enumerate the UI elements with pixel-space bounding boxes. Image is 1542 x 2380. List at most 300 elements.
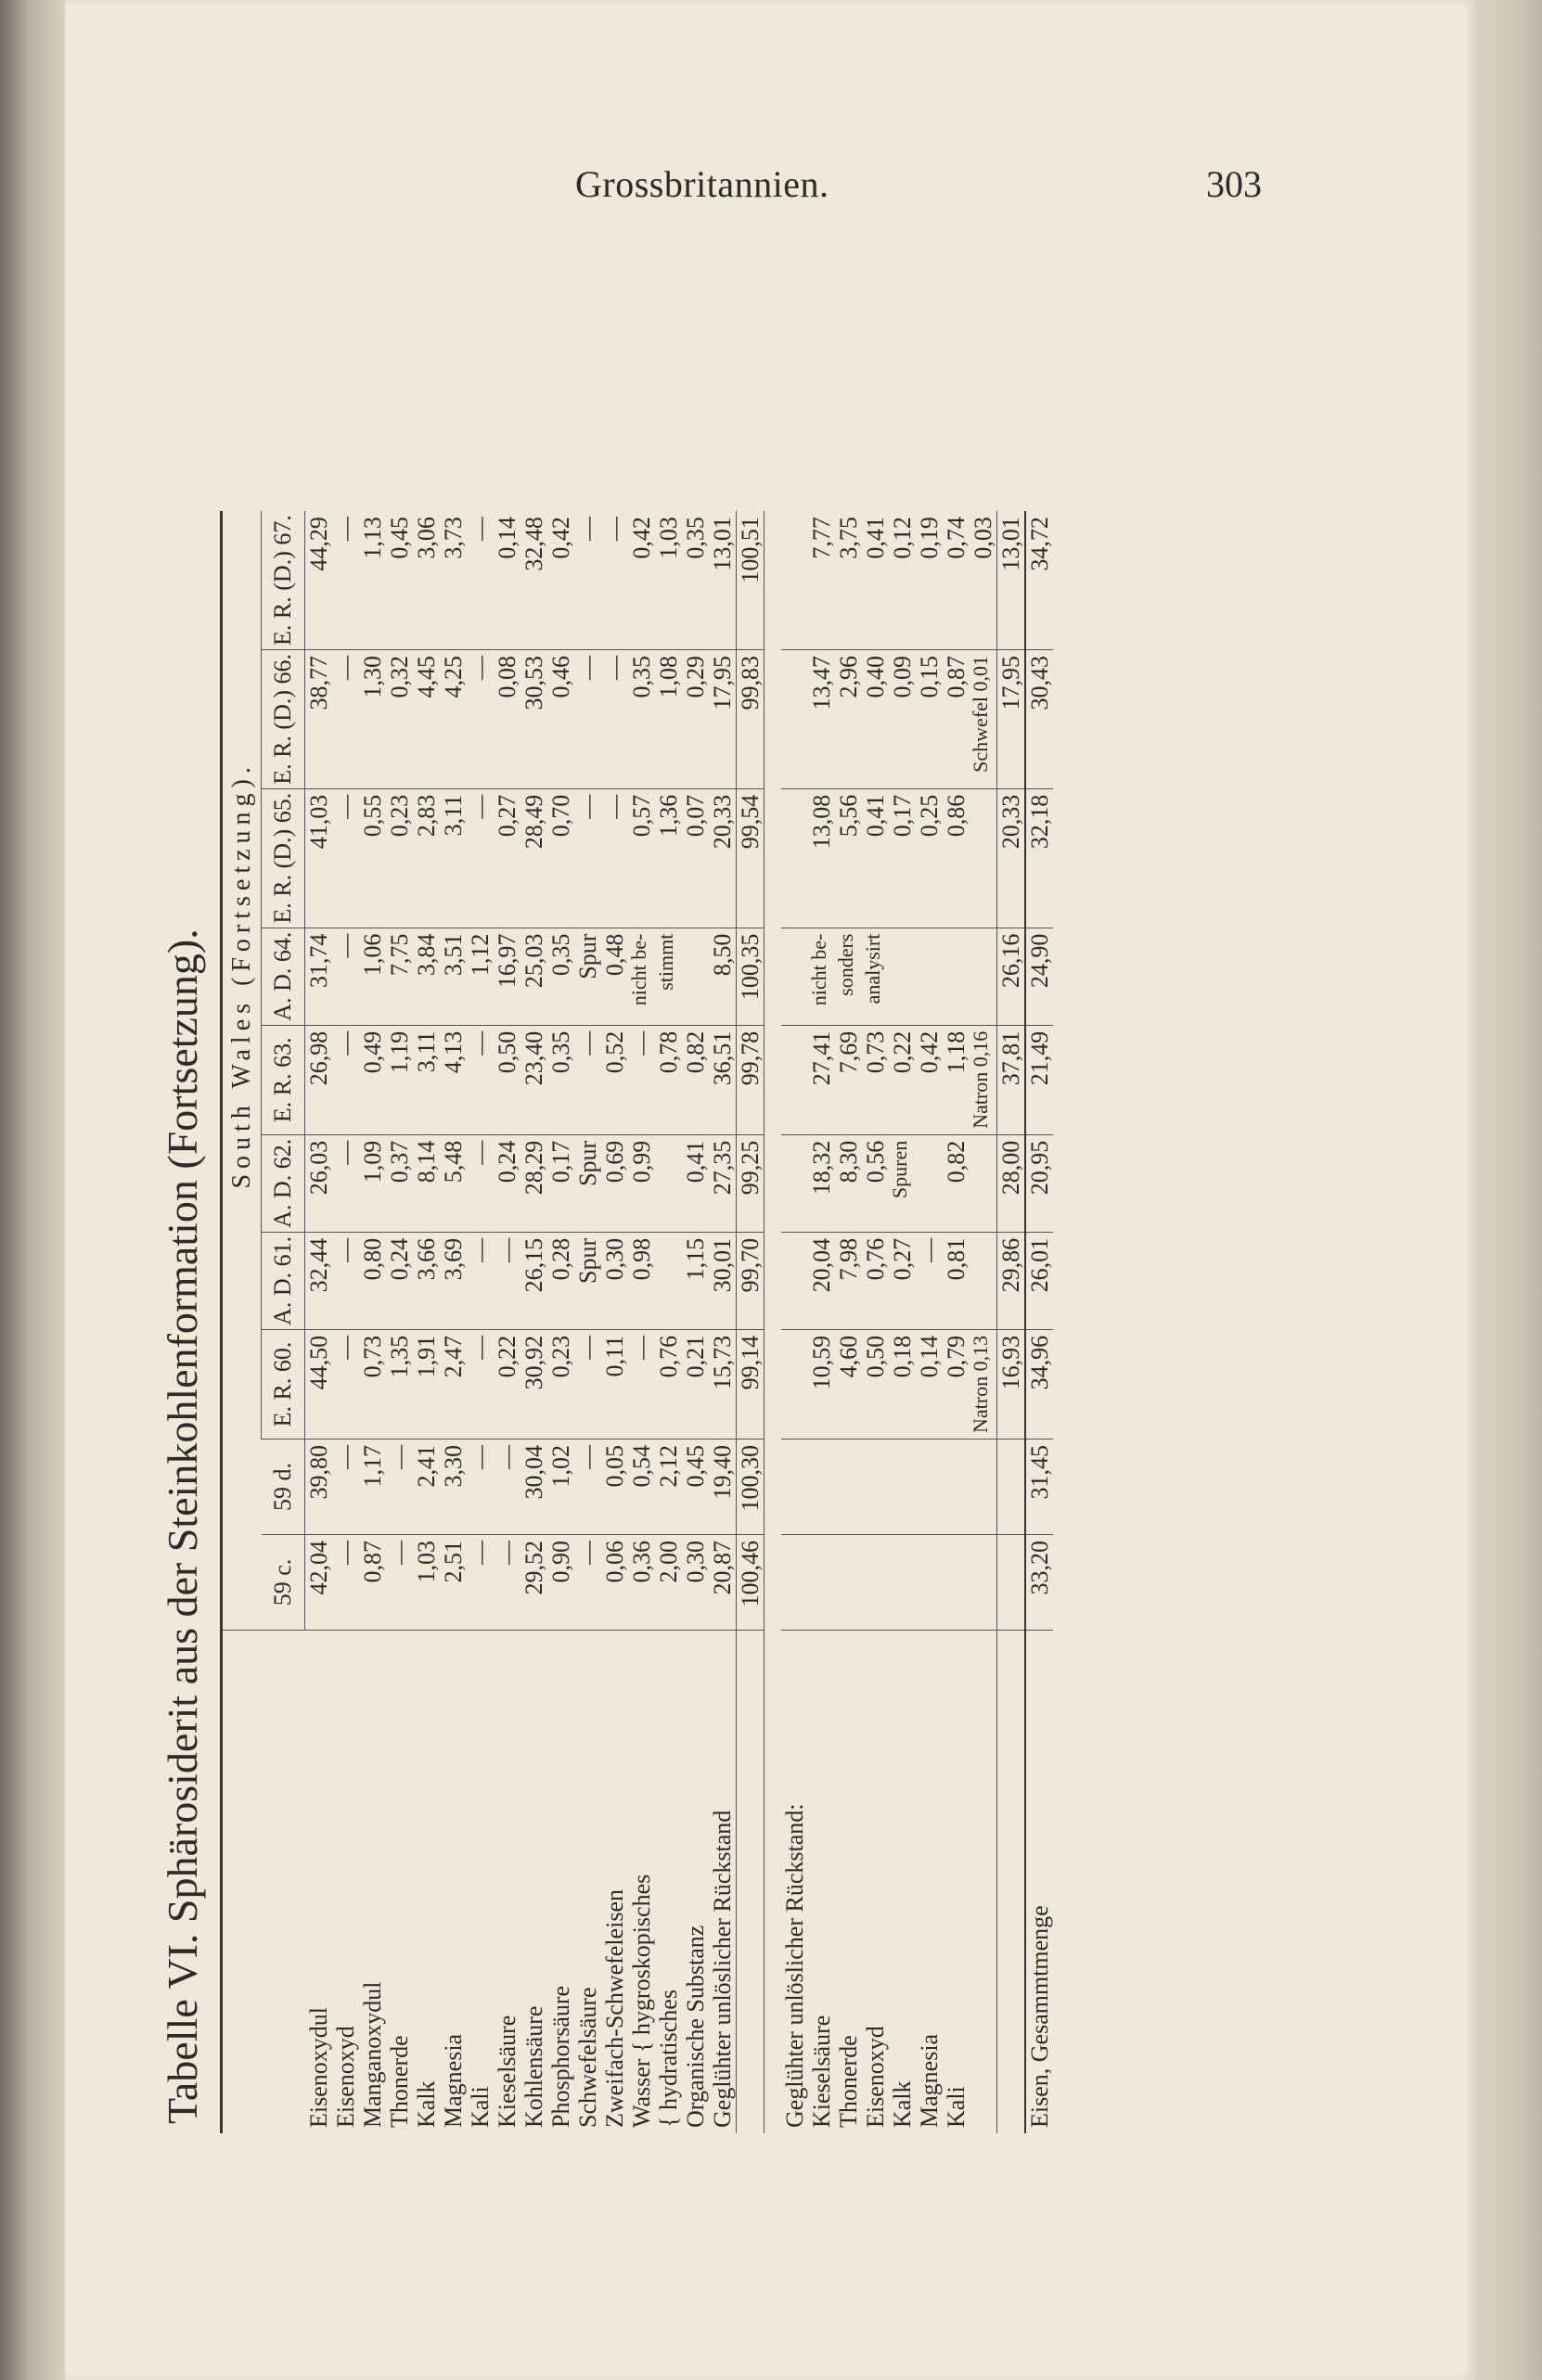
table-cell: — xyxy=(386,1440,413,1535)
table-cell: 1,13 xyxy=(359,511,386,649)
adjacent-page-edge xyxy=(0,0,65,2380)
table-cell: 33,20 xyxy=(1025,1535,1053,1631)
table-cell: 0,98 xyxy=(628,1232,655,1329)
table-cell: 4,45 xyxy=(413,649,440,788)
table-cell: 16,97 xyxy=(494,928,520,1025)
table-cell xyxy=(781,1535,808,1631)
table-cell: 0,55 xyxy=(359,788,386,928)
table-cell: 0,07 xyxy=(682,788,709,928)
table-cell: 0,11 xyxy=(601,1329,628,1439)
table-row xyxy=(332,511,359,2133)
table-cell: 0,12 xyxy=(889,511,916,649)
table-cell: analysirt xyxy=(862,928,889,1025)
table-cell: 0,46 xyxy=(547,649,574,788)
table-cell: 1,30 xyxy=(359,649,386,788)
table-cell: — xyxy=(574,1329,601,1439)
row-label: Magnesia xyxy=(916,2033,943,2128)
table-cell: 0,28 xyxy=(547,1232,574,1329)
row-label: Eisenoxyd xyxy=(862,2026,889,2128)
table-cell: 0,09 xyxy=(889,649,916,788)
table-cell: 7,77 xyxy=(808,511,835,649)
table-cell: — xyxy=(574,1440,601,1535)
table-cell: 1,02 xyxy=(547,1440,574,1535)
column-header-row xyxy=(262,511,305,2133)
table-cell xyxy=(781,1329,808,1439)
table-cell: 28,49 xyxy=(520,788,547,928)
table-cell: 0,86 xyxy=(943,788,970,928)
table-cell: 0,76 xyxy=(862,1232,889,1329)
table-cell: 0,27 xyxy=(889,1232,916,1329)
table-cell: Spur xyxy=(574,1232,601,1329)
table-cell: 99,78 xyxy=(737,1025,765,1134)
row-label: Thonerde xyxy=(386,2035,413,2128)
header-spacer xyxy=(222,1440,262,1631)
table-cell: 1,36 xyxy=(655,788,682,928)
table-cell: 0,30 xyxy=(682,1535,709,1631)
page-number: 303 xyxy=(1206,163,1262,205)
label-column-header xyxy=(222,1631,262,2134)
column-header: E. R. (D.) 67. xyxy=(262,511,305,649)
table-cell: 0,35 xyxy=(628,649,655,788)
table-cell: 2,12 xyxy=(655,1440,682,1535)
table-cell: 29,86 xyxy=(997,1232,1026,1329)
table-cell: 0,49 xyxy=(359,1025,386,1134)
table-cell xyxy=(781,1134,808,1232)
table-row xyxy=(709,511,737,2133)
table-cell: 0,32 xyxy=(386,649,413,788)
row-label: Eisenoxyd xyxy=(332,2026,359,2128)
table-cell xyxy=(781,1025,808,1134)
table-cell: 0,40 xyxy=(862,649,889,788)
table-cell xyxy=(862,1440,889,1535)
table-cell: — xyxy=(574,788,601,928)
column-header: E. R. (D.) 65. xyxy=(262,788,305,928)
table-cell: 0,99 xyxy=(628,1134,655,1232)
table-cell: 0,87 xyxy=(943,649,970,788)
table-cell: 18,32 xyxy=(808,1134,835,1232)
table-cell: 0,36 xyxy=(628,1535,655,1631)
table-cell: 20,33 xyxy=(709,788,737,928)
table-cell: 30,53 xyxy=(520,649,547,788)
table-cell: 0,41 xyxy=(862,511,889,649)
row-label: Organische Substanz xyxy=(682,1925,709,2128)
table-cell: 34,72 xyxy=(1025,511,1053,649)
table-cell: 3,51 xyxy=(440,928,467,1025)
table-cell: 20,33 xyxy=(997,788,1026,928)
table-cell xyxy=(970,1535,997,1631)
table-row xyxy=(413,511,440,2133)
table-cell: — xyxy=(332,788,359,928)
table-row xyxy=(997,511,1026,2133)
table-row xyxy=(835,511,862,2133)
spacer-row xyxy=(765,511,782,2133)
table-cell xyxy=(781,928,808,1025)
table-cell: 20,95 xyxy=(1025,1134,1053,1232)
table-cell: 2,96 xyxy=(835,649,862,788)
table-cell: 0,90 xyxy=(547,1535,574,1631)
table-cell xyxy=(655,1232,682,1329)
table-cell: — xyxy=(601,788,628,928)
table-cell: 0,45 xyxy=(682,1440,709,1535)
table-cell: 0,78 xyxy=(655,1025,682,1134)
table-cell: 0,50 xyxy=(494,1025,520,1134)
table-cell: 0,81 xyxy=(943,1232,970,1329)
table-cell: 0,27 xyxy=(494,788,520,928)
table-cell xyxy=(808,1440,835,1535)
table-row xyxy=(862,511,889,2133)
table-cell: 0,06 xyxy=(601,1535,628,1631)
row-label: { hydratisches xyxy=(655,1990,682,2128)
table-cell: 0,22 xyxy=(889,1025,916,1134)
table-cell: — xyxy=(916,1232,943,1329)
table-cell: 1,09 xyxy=(359,1134,386,1232)
table-cell: Spuren xyxy=(889,1134,916,1232)
table-row xyxy=(1025,511,1053,2133)
table-cell: 0,29 xyxy=(682,649,709,788)
row-label: Magnesia xyxy=(440,2033,467,2128)
table-cell: 0,35 xyxy=(547,1025,574,1134)
table-cell: 2,83 xyxy=(413,788,440,928)
table-cell: 3,69 xyxy=(440,1232,467,1329)
table-cell: 0,45 xyxy=(386,511,413,649)
table-cell xyxy=(781,649,808,788)
column-header: A. D. 61. xyxy=(262,1232,305,1329)
row-label: Wasser { hygroskopisches xyxy=(628,1874,655,2128)
table-cell: — xyxy=(467,1535,494,1631)
table-cell: 13,01 xyxy=(709,511,737,649)
running-header-title: Grossbritannien. xyxy=(575,163,829,205)
rotated-table-block xyxy=(148,223,1336,2133)
table-cell: — xyxy=(494,1232,520,1329)
table-row xyxy=(574,511,601,2133)
table-cell xyxy=(781,511,808,649)
row-label: Eisen, Gesammtmenge xyxy=(1025,1631,1053,2134)
table-cell: 20,04 xyxy=(808,1232,835,1329)
table-cell: 99,70 xyxy=(737,1232,765,1329)
table-cell: — xyxy=(332,1025,359,1134)
table-cell xyxy=(781,1232,808,1329)
table-row xyxy=(359,511,386,2133)
table-cell: 16,93 xyxy=(997,1329,1026,1439)
table-cell: — xyxy=(332,1134,359,1232)
table-cell xyxy=(943,1440,970,1535)
row-label xyxy=(997,1631,1026,2134)
table-cell: — xyxy=(332,1329,359,1439)
table-cell: 0,54 xyxy=(628,1440,655,1535)
table-row xyxy=(655,511,682,2133)
table-cell: 29,52 xyxy=(520,1535,547,1631)
table-cell: 13,08 xyxy=(808,788,835,928)
table-cell: 28,00 xyxy=(997,1134,1026,1232)
table-row xyxy=(547,511,574,2133)
table-cell: 2,51 xyxy=(440,1535,467,1631)
table-cell: 32,18 xyxy=(1025,788,1053,928)
table-cell: 30,43 xyxy=(1025,649,1053,788)
table-cell: 0,24 xyxy=(494,1134,520,1232)
table-cell: 3,30 xyxy=(440,1440,467,1535)
table-cell: 39,80 xyxy=(305,1440,333,1535)
table-cell: 0,87 xyxy=(359,1535,386,1631)
table-cell: — xyxy=(332,928,359,1025)
table-cell xyxy=(889,928,916,1025)
table-cell xyxy=(970,788,997,928)
table-cell: 0,73 xyxy=(359,1329,386,1439)
table-cell: 1,91 xyxy=(413,1329,440,1439)
table-cell: 8,14 xyxy=(413,1134,440,1232)
table-cell: — xyxy=(332,511,359,649)
table-cell: 100,30 xyxy=(737,1440,765,1535)
table-cell xyxy=(916,928,943,1025)
table-cell: — xyxy=(574,1025,601,1134)
table-row xyxy=(808,511,835,2133)
table-cell xyxy=(808,1535,835,1631)
table-cell: 37,81 xyxy=(997,1025,1026,1134)
table-cell: 44,29 xyxy=(305,511,333,649)
table-cell: 0,42 xyxy=(547,511,574,649)
column-header: E. R. 63. xyxy=(262,1025,305,1134)
table-cell: Natron 0,13 xyxy=(970,1329,997,1439)
table-cell: 0,41 xyxy=(682,1134,709,1232)
table-cell: — xyxy=(467,649,494,788)
table-cell xyxy=(970,1440,997,1535)
table-cell: 26,01 xyxy=(1025,1232,1053,1329)
table-cell: 0,82 xyxy=(682,1025,709,1134)
table-cell: 2,47 xyxy=(440,1329,467,1439)
table-cell: 3,06 xyxy=(413,511,440,649)
table-cell: 0,41 xyxy=(862,788,889,928)
table-row xyxy=(494,511,520,2133)
table-cell: 26,16 xyxy=(997,928,1026,1025)
table-cell: 2,41 xyxy=(413,1440,440,1535)
table-cell: 1,03 xyxy=(413,1535,440,1631)
table-cell xyxy=(916,1440,943,1535)
table-cell: Spur xyxy=(574,1134,601,1232)
row-label: Kalk xyxy=(889,2080,916,2128)
table-cell: 21,49 xyxy=(1025,1025,1053,1134)
table-cell: 4,25 xyxy=(440,649,467,788)
table-cell: 17,95 xyxy=(997,649,1026,788)
table-cell: sonders xyxy=(835,928,862,1025)
table-cell: 3,11 xyxy=(440,788,467,928)
table-cell: 30,01 xyxy=(709,1232,737,1329)
table-cell: 0,73 xyxy=(862,1025,889,1134)
table-cell: 0,18 xyxy=(889,1329,916,1439)
table-cell: 4,13 xyxy=(440,1025,467,1134)
table-cell: 5,56 xyxy=(835,788,862,928)
table-cell: 44,50 xyxy=(305,1329,333,1439)
table-cell: 26,15 xyxy=(520,1232,547,1329)
table-cell: 13,01 xyxy=(997,511,1026,649)
table-cell: 1,18 xyxy=(943,1025,970,1134)
row-label: Phosphorsäure xyxy=(547,1985,574,2128)
table-caption: Tabelle VI. Sphärosiderit aus der Steinkohlenformation (Fortsetzung). xyxy=(159,928,206,2124)
table-cell: 0,74 xyxy=(943,511,970,649)
table-cell xyxy=(682,928,709,1025)
table-cell: 1,06 xyxy=(359,928,386,1025)
row-label: Geglühter unlöslicher Rückstand: xyxy=(781,1803,808,2128)
column-header: E. R. (D.) 66. xyxy=(262,649,305,788)
table-cell: 0,42 xyxy=(916,1025,943,1134)
table-row xyxy=(520,511,547,2133)
column-header: A. D. 62. xyxy=(262,1134,305,1232)
table-cell: nicht be- xyxy=(628,928,655,1025)
table-cell: 31,45 xyxy=(1025,1440,1053,1535)
table-cell xyxy=(655,1134,682,1232)
table-cell: 0,52 xyxy=(601,1025,628,1134)
table-cell: — xyxy=(332,649,359,788)
table-cell: 0,22 xyxy=(494,1329,520,1439)
table-cell: 20,87 xyxy=(709,1535,737,1631)
table-cell xyxy=(970,1134,997,1232)
table-cell: 0,19 xyxy=(916,511,943,649)
table-cell: — xyxy=(601,649,628,788)
table-cell: 27,41 xyxy=(808,1025,835,1134)
table-cell: 19,40 xyxy=(709,1440,737,1535)
table-cell: 31,74 xyxy=(305,928,333,1025)
table-cell xyxy=(970,928,997,1025)
table-row xyxy=(440,511,467,2133)
table-row xyxy=(305,511,333,2133)
table-cell: 99,25 xyxy=(737,1134,765,1232)
table-cell: 8,50 xyxy=(709,928,737,1025)
column-header: A. D. 64. xyxy=(262,928,305,1025)
table-cell: 2,00 xyxy=(655,1535,682,1631)
table-cell: — xyxy=(494,1440,520,1535)
table-cell: 1,17 xyxy=(359,1440,386,1535)
table-cell: 0,15 xyxy=(916,649,943,788)
row-label: Thonerde xyxy=(835,2035,862,2128)
table-cell: 8,30 xyxy=(835,1134,862,1232)
table-cell xyxy=(889,1535,916,1631)
table-cell: — xyxy=(467,1329,494,1439)
table-cell: 0,14 xyxy=(494,511,520,649)
row-label: Kali xyxy=(943,2086,970,2128)
table-cell: — xyxy=(467,1232,494,1329)
table-cell: 5,48 xyxy=(440,1134,467,1232)
table-cell: 17,95 xyxy=(709,649,737,788)
row-label: Eisenoxydul xyxy=(304,2007,332,2128)
table-cell: 32,44 xyxy=(305,1232,333,1329)
table-cell: 4,60 xyxy=(835,1329,862,1439)
table-body xyxy=(305,511,1054,2133)
table-cell xyxy=(943,1535,970,1631)
row-label: Manganoxydul xyxy=(359,1981,386,2128)
table-cell: 0,05 xyxy=(601,1440,628,1535)
table-cell: 32,48 xyxy=(520,511,547,649)
table-cell: 0,17 xyxy=(889,788,916,928)
table-cell: 0,70 xyxy=(547,788,574,928)
table-cell: 41,03 xyxy=(305,788,333,928)
table-cell: — xyxy=(332,1535,359,1631)
table-row xyxy=(943,511,970,2133)
table-cell: 0,24 xyxy=(386,1232,413,1329)
region-heading: South Wales (Fortsetzung). xyxy=(222,511,262,1439)
table-row xyxy=(889,511,916,2133)
table-cell: — xyxy=(494,1535,520,1631)
table-cell: 10,59 xyxy=(808,1329,835,1439)
table-cell xyxy=(997,1535,1026,1631)
table-cell: 0,21 xyxy=(682,1329,709,1439)
table-cell xyxy=(916,1535,943,1631)
table-cell: Natron 0,16 xyxy=(970,1025,997,1134)
table-cell: 0,48 xyxy=(601,928,628,1025)
table-cell: — xyxy=(467,1440,494,1535)
table-cell: 24,90 xyxy=(1025,928,1053,1025)
table-cell: — xyxy=(467,788,494,928)
table-cell: 15,73 xyxy=(709,1329,737,1439)
table-cell: — xyxy=(628,1329,655,1439)
table-cell: 0,14 xyxy=(916,1329,943,1439)
table-cell: 0,57 xyxy=(628,788,655,928)
table-cell: 3,73 xyxy=(440,511,467,649)
table-cell: 99,83 xyxy=(737,649,765,788)
table-cell: 7,69 xyxy=(835,1025,862,1134)
table-cell: 0,30 xyxy=(601,1232,628,1329)
table-cell: 0,37 xyxy=(386,1134,413,1232)
row-label: Schwefelsäure xyxy=(574,1987,601,2128)
table-cell: 3,11 xyxy=(413,1025,440,1134)
table-cell xyxy=(835,1535,862,1631)
table-cell: 0,35 xyxy=(547,928,574,1025)
row-label: Kohlensäure xyxy=(520,2005,547,2128)
table-cell: — xyxy=(574,649,601,788)
table-cell: 1,08 xyxy=(655,649,682,788)
table-cell: 0,35 xyxy=(682,511,709,649)
table-cell xyxy=(835,1440,862,1535)
table-cell: 28,29 xyxy=(520,1134,547,1232)
table-row xyxy=(386,511,413,2133)
table-cell: 1,19 xyxy=(386,1025,413,1134)
table-cell xyxy=(781,788,808,928)
table-cell: nicht be- xyxy=(808,928,835,1025)
table-cell: 38,77 xyxy=(305,649,333,788)
table-cell xyxy=(781,1440,808,1535)
table-cell: 100,51 xyxy=(737,511,765,649)
table-cell: 1,03 xyxy=(655,511,682,649)
row-label: Zweifach-Schwefeleisen xyxy=(601,1889,628,2128)
table-cell: 1,35 xyxy=(386,1329,413,1439)
table-cell: 1,15 xyxy=(682,1232,709,1329)
table-cell: Spur xyxy=(574,928,601,1025)
table-cell xyxy=(889,1440,916,1535)
table-cell: — xyxy=(386,1535,413,1631)
table-row xyxy=(737,511,765,2133)
table-row xyxy=(970,511,997,2133)
table-cell: 0,23 xyxy=(386,788,413,928)
table-cell: 0,25 xyxy=(916,788,943,928)
table-cell: 0,23 xyxy=(547,1329,574,1439)
table-cell: 27,35 xyxy=(709,1134,737,1232)
row-label: Kalk xyxy=(413,2080,440,2128)
table-cell: 30,92 xyxy=(520,1329,547,1439)
table-row xyxy=(601,511,628,2133)
table-cell: 100,35 xyxy=(737,928,765,1025)
table-cell xyxy=(997,1440,1026,1535)
table-cell: 26,03 xyxy=(305,1134,333,1232)
table-row xyxy=(467,511,494,2133)
column-header: 59 d. xyxy=(262,1440,305,1535)
table-cell xyxy=(916,1134,943,1232)
table-cell: 0,03 xyxy=(970,511,997,649)
column-header: E. R. 60. xyxy=(262,1329,305,1439)
table-cell: 42,04 xyxy=(305,1535,333,1631)
table-cell: 7,75 xyxy=(386,928,413,1025)
table-cell: 0,17 xyxy=(547,1134,574,1232)
table-cell: 26,98 xyxy=(305,1025,333,1134)
table-cell: 0,76 xyxy=(655,1329,682,1439)
table-cell: stimmt xyxy=(655,928,682,1025)
table-cell: — xyxy=(628,1025,655,1134)
